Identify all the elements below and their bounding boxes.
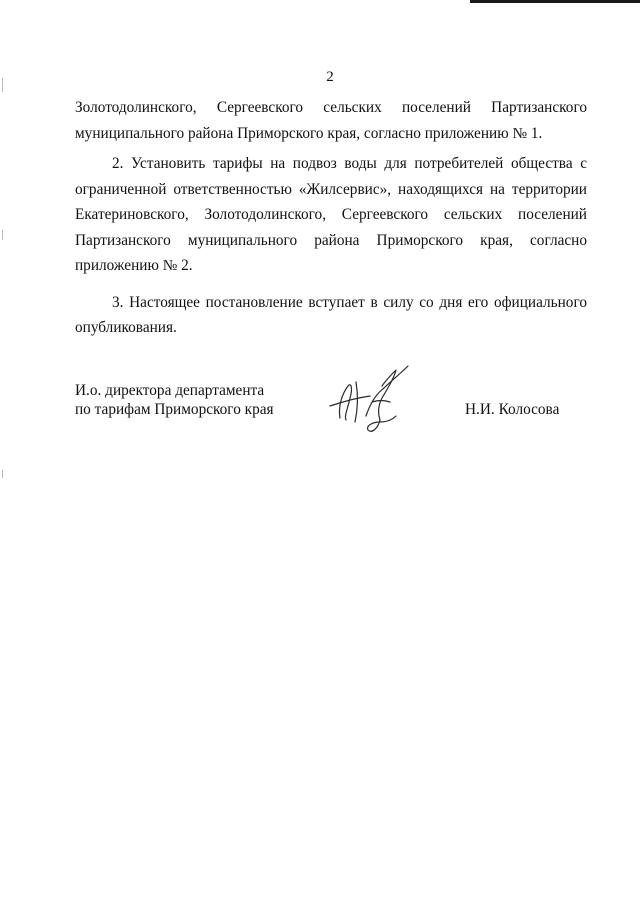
top-edge-rule <box>470 0 640 3</box>
page-number: 2 <box>326 69 334 85</box>
signer-position-line-1: И.о. директора департамента <box>75 382 265 399</box>
paragraph-item-3: 3. Настоящее постановление вступает в силу со дня его официального опубликования. <box>75 293 587 336</box>
signer-position <box>75 381 274 419</box>
handwritten-signature-icon <box>322 358 422 438</box>
paragraph-continuation: Золотодолинского, Сергеевского сельских поселений Партизанского муниципального района Приморского края, согласно приложению № 1. <box>75 99 587 142</box>
document-body <box>75 95 587 341</box>
signer-position-line-2: по тарифам Приморского края <box>75 401 274 418</box>
paragraph-item-2: 2. Установить тарифы на подвоз воды для потребителей общества с ограниченной ответственностью «Жилсервис», находящихся на территории Екатериновского, Золотодолинского, Сергеевского сельских поселений Партизанского муниципального района Приморского края, согласно приложению № 2. <box>75 155 587 274</box>
signer-name: Н.И. Колосова <box>465 401 560 418</box>
